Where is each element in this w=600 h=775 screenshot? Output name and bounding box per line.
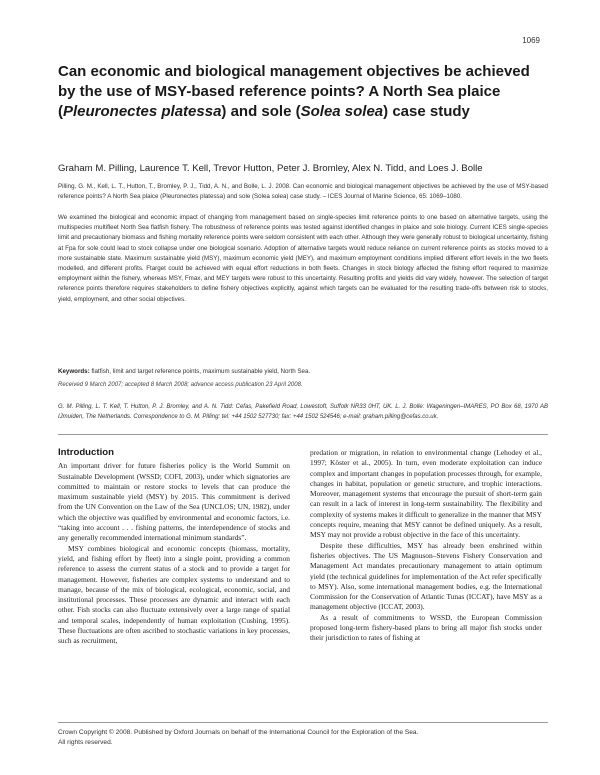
- section-heading-introduction: Introduction: [58, 447, 114, 458]
- left-column: [58, 448, 290, 647]
- author-list: Graham M. Pilling, Laurence T. Kell, Trevor Hutton, Peter J. Bromley, Alex N. Tidd, and Loes J. Bolle: [58, 163, 483, 174]
- right-column: [310, 448, 542, 644]
- intro-paragraph-5: As a result of commitments to WSSD, the European Commission proposed long-term fishery-based plans to bring all major fish stocks under their jurisdiction to rates of fishing at: [310, 612, 542, 643]
- keywords-label: Keywords:: [58, 368, 90, 375]
- title-species-1: Pleuronectes platessa: [63, 103, 222, 120]
- title-part-3: ) case study: [383, 103, 470, 120]
- copyright-line-2: All rights reserved.: [58, 739, 113, 746]
- intro-paragraph-3: predation or migration, in relation to environmental change (Lehodey et al., 1997; Köster et al., 2005). In turn, even moderate exploitation can induce complex and important changes in population processes through, for example, changes in habitat, population or genetic structure, and trophic interactions. Moreover, management systems that encourage the pursuit of short-term gain can result in a lack of interest in long-term sustainability. The flexibility and complexity of systems makes it difficult to generalize in the manner that MSY concepts require, meaning that MSY cannot be defined uniquely. As a result, MSY may not provide a robust objective in the face of this uncertainty.: [310, 448, 542, 540]
- page-number: 1069: [522, 36, 540, 45]
- copyright-footer: [58, 728, 548, 748]
- article-title: [58, 62, 548, 122]
- author-affiliations: G. M. Pilling, L. T. Kell, T. Hutton, P. J. Bromley, and A. N. Tidd: Cefas, Pakefield Road, Lowestoft, Suffolk NR33 0HT, UK. L. J. Bolle: Wageningen–IMARES, PO Box 68, 1970 AB IJmuiden, The Netherlands. Correspondence to G. M. Pilling: tel: +44 1502 527730; fax: +44 1502 524546; e-mail: graham.pilling@cefas.co.uk.: [58, 404, 548, 420]
- intro-paragraph-4: Despite these difficulties, MSY has already been enshrined within fisheries objectives. The US Magnuson–Stevens Fishery Conservation and Management Act mandates precautionary management to attain optimum yield (the technical guidelines for implementation of the Act refer specifically to MSY). Also, some international management bodies, e.g. the International Commission for the Conservation of Atlantic Tunas (ICCAT), have MSY as a management objective (ICCAT, 2003).: [310, 540, 542, 612]
- intro-paragraph-1: An important driver for future fisheries policy is the World Summit on Sustainable Development (WSSD; COFI, 2003), under which signatories are committed to maintain or restore stocks to levels that can produce the maximum sustainable yield (MSY) by 2015. This commitment is derived from the UN Convention on the Law of the Sea (UNCLOS; UN, 1982), under which the objective was qualified by environmental and economic factors, i.e. “taking into account . . . fishing patterns, the interdependence of stocks and any generally recommended international minimum standards”.: [58, 461, 290, 543]
- keywords-text: flatfish, limit and target reference points, maximum sustainable yield, North Sea.: [91, 368, 311, 375]
- intro-paragraph-2: MSY combines biological and economic concepts (biomass, mortality, yield, and fishing effort by fleet) into a single point, providing a common reference to assess the current status of a stock and to provide a target for management. However, fisheries are complex systems to understand and to manage, because of the mix of biological, ecological, economic, social, and institutional processes. These processes are dynamic and interact with each other. Fish stocks can also fluctuate extensively over a large range of spatial and temporal scales, independently of human exploitation (Cushing, 1995). These fluctuations are often ascribed to stochastic variations in key processes, such as recruitment,: [58, 543, 290, 646]
- footer-divider: [58, 722, 548, 723]
- title-species-2: Solea solea: [300, 103, 384, 120]
- title-part-1: Can economic and biological management objectives be achieved by the use of MSY-based reference points? A North Sea plaice (: [58, 63, 530, 120]
- abstract: We examined the biological and economic impact of changing from management based on single-species limit reference points to one based on alternative targets, using the multispecies multifleet North Sea flatfish fishery. The robustness of reference points was tested against identified changes in plaice and sole biology. Current ICES single-species limit and precautionary biomass and fishing mortality reference points were seldom consistent with each other. Although they were generally robust to biological uncertainty, fishing at Fpa for sole could lead to stock collapse under one biological scenario. Adoption of alternative targets would reduce reliance on current reference points as stocks moved to a more sustainable state. Maximum sustainable yield (MSY), maximum economic yield (MEY), and maximum employment conditions implied different effort levels in the two fleets modelled, and different profits. Ftarget could be achieved with equal effort reductions in both fleets. Changes in stock biology affected the fishing effort required to maximize employment within the fishery, whereas MSY, Fmax, and MEY targets were robust to this uncertainty. Resulting profits and yields did vary widely, however. The selection of target reference points therefore requires stakeholders to define fishery objectives explicitly, against which targets can be evaluated for the resulting trade-offs between risk to stocks, yield, employment, and other social objectives.: [58, 214, 548, 303]
- keywords: [58, 368, 548, 375]
- title-part-2: ) and sole (: [221, 103, 301, 120]
- header-divider: [58, 434, 548, 435]
- copyright-line-1: Crown Copyright © 2008. Published by Oxford Journals on behalf of the International Council for the Exploration of the Sea.: [58, 729, 419, 736]
- citation: Pilling, G. M., Kell, L. T., Hutton, T., Bromley, P. J., Tidd, A. N., and Bolle, L. J. 2008. Can economic and biological management objectives be achieved by the use of MSY-based reference points? A North Sea plaice (Pleuronectes platessa) and sole (Solea solea) case study. – ICES Journal of Marine Science, 65: 1069–1080.: [58, 183, 548, 200]
- publication-dates: Received 9 March 2007; accepted 8 March 2008; advance access publication 23 April 2008.: [58, 382, 303, 388]
